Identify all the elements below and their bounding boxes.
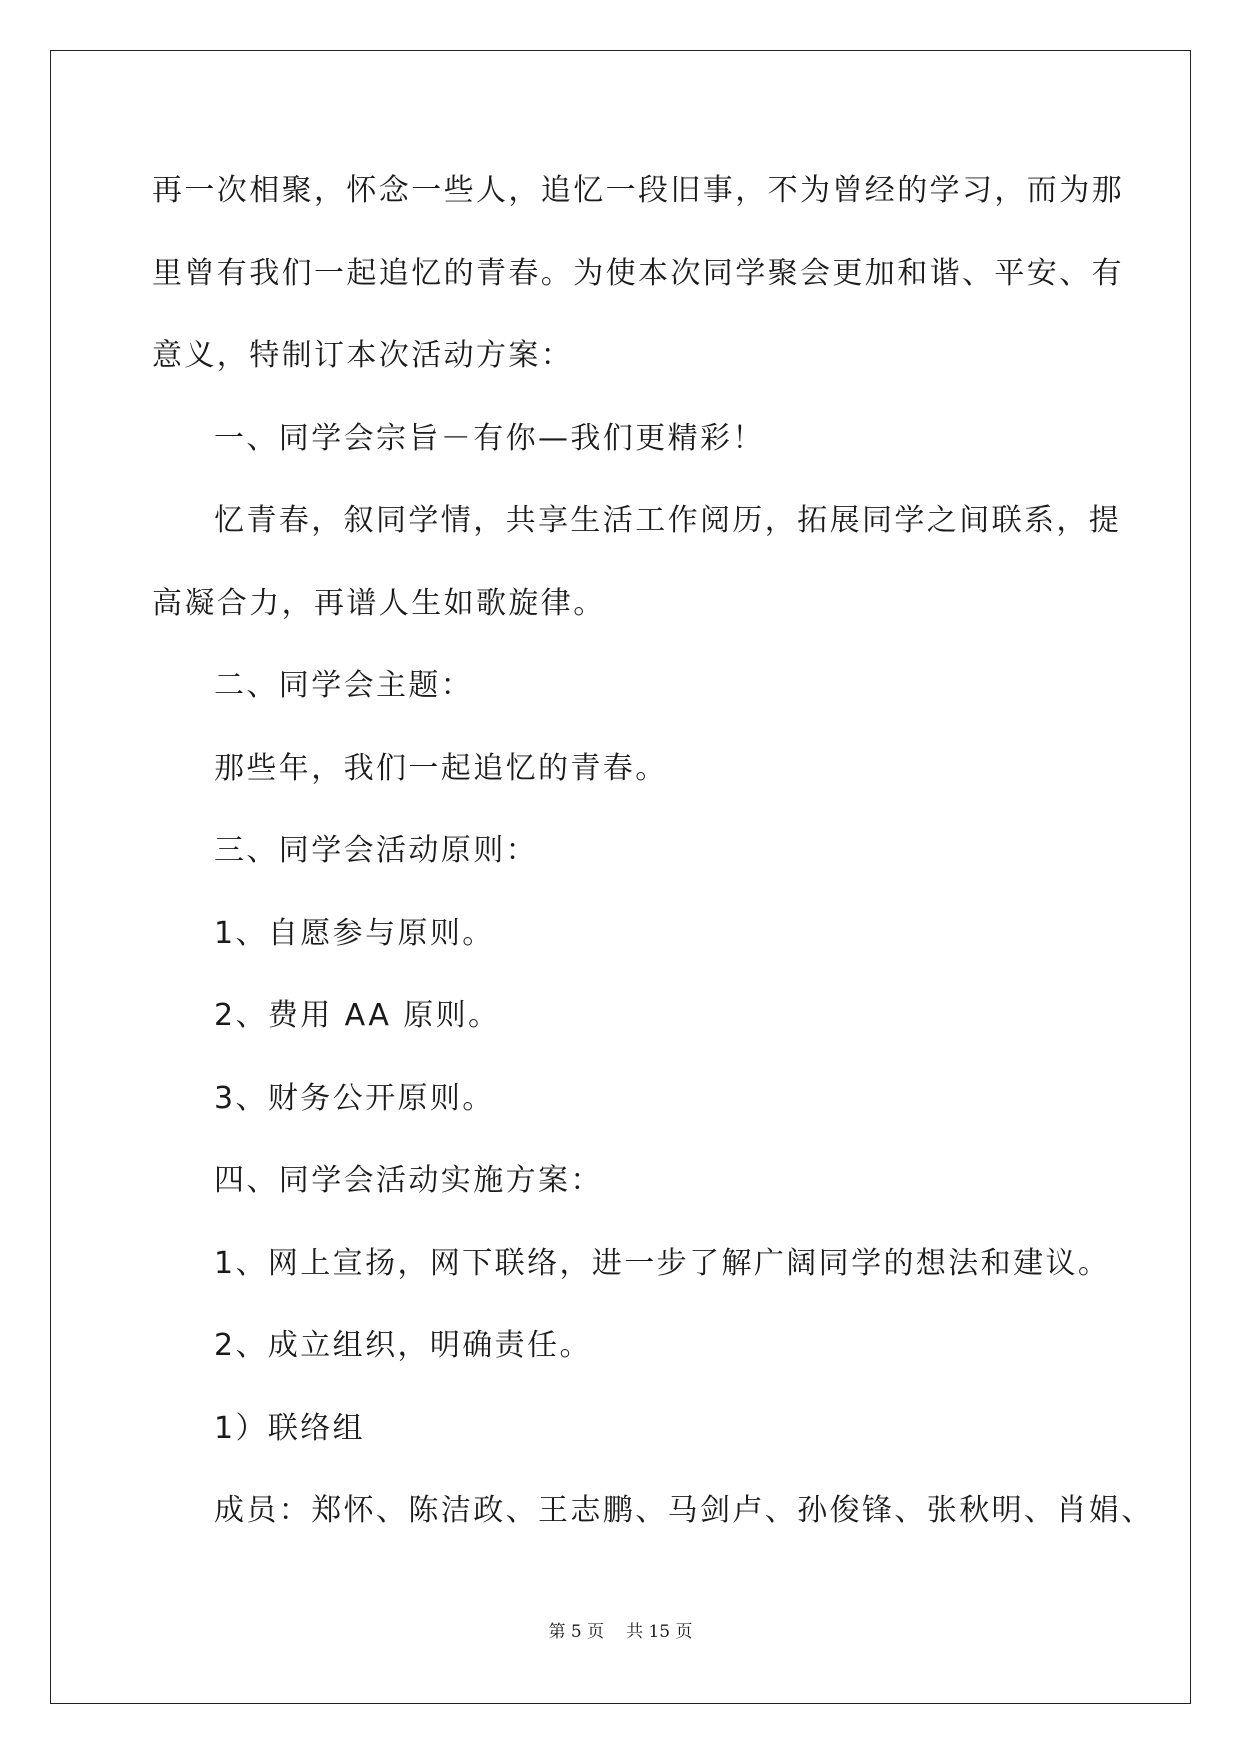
document-body: [152, 158, 1154, 1561]
page-total: 共 15 页: [626, 1622, 693, 1642]
list-item: 1、网上宣扬，网下联络，进一步了解广阔同学的想法和建议。: [214, 1245, 1111, 1281]
section-heading: 二、同学会主题：: [214, 668, 474, 703]
list-item: 1、自愿参与原则。: [214, 915, 495, 951]
sub-heading: 1）联络组: [214, 1410, 366, 1446]
list-item: 2、成立组织，明确责任。: [214, 1328, 592, 1363]
text-line: 里曾有我们一起追忆的青春。为使本次同学聚会更加和谐、平安、有: [152, 255, 1124, 291]
page-number: 第 5 页: [548, 1622, 605, 1642]
text-line: 成员：郑怀、陈洁政、王志鹏、马剑卢、孙俊锋、张秋明、肖娟、: [214, 1493, 1154, 1528]
text-line: 意义，特制订本次活动方案：: [152, 338, 574, 373]
section-heading: 四、同学会活动实施方案：: [214, 1163, 603, 1198]
list-item: 3、财务公开原则。: [214, 1080, 495, 1116]
list-item: 2、费用 AA 原则。: [214, 998, 501, 1033]
text-line: 那些年，我们一起追忆的青春。: [214, 750, 668, 786]
text-line: 忆青春，叙同学情，共享生活工作阅历，拓展同学之间联系，提: [214, 503, 1122, 538]
text-line: 再一次相聚，怀念一些人，追忆一段旧事，不为曾经的学习，而为那: [152, 173, 1124, 208]
page-footer: [0, 1617, 1241, 1642]
text-line: 高凝合力，再谱人生如歌旋律。: [152, 585, 606, 621]
section-heading: 一、同学会宗旨－有你—我们更精彩！: [214, 420, 765, 456]
section-heading: 三、同学会活动原则：: [214, 833, 538, 868]
